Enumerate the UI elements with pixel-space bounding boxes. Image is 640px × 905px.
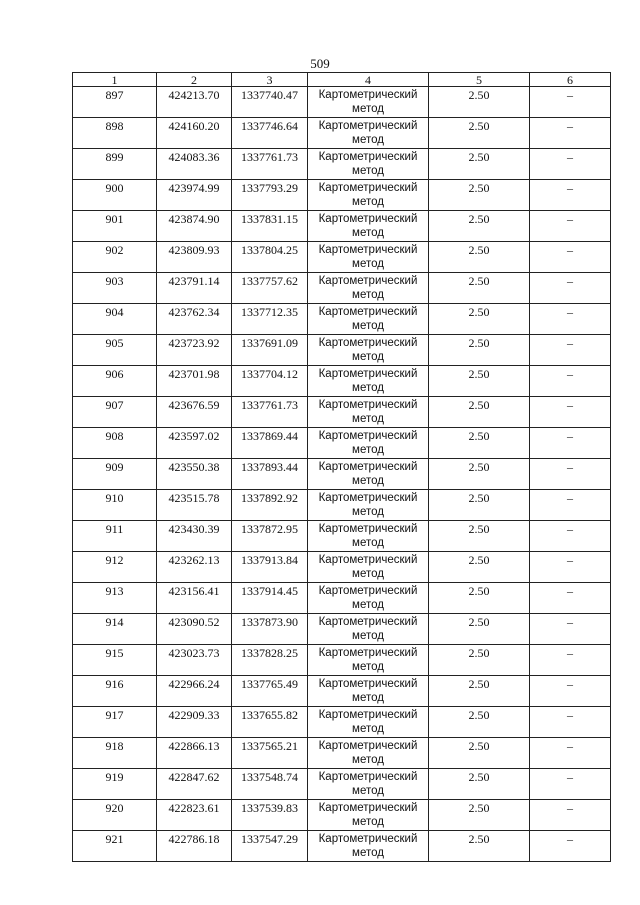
note-cell: – [530, 304, 611, 335]
x-coordinate-cell: 423515.78 [157, 490, 232, 521]
column-header-6: 6 [530, 73, 611, 87]
accuracy-cell: 2.50 [429, 459, 530, 490]
method-cell: Картометрический метод [308, 242, 429, 273]
y-coordinate-cell: 1337873.90 [232, 614, 308, 645]
y-coordinate-cell: 1337913.84 [232, 552, 308, 583]
method-cell: Картометрический метод [308, 273, 429, 304]
point-number-cell: 916 [73, 676, 157, 707]
point-number-cell: 919 [73, 769, 157, 800]
y-coordinate-cell: 1337712.35 [232, 304, 308, 335]
x-coordinate-cell: 422823.61 [157, 800, 232, 831]
point-number-cell: 913 [73, 583, 157, 614]
page-number: 509 [310, 56, 330, 71]
method-cell: Картометрический метод [308, 335, 429, 366]
table-row [73, 242, 611, 273]
method-cell: Картометрический метод [308, 149, 429, 180]
accuracy-cell: 2.50 [429, 831, 530, 862]
point-number-cell: 897 [73, 87, 157, 118]
note-cell: – [530, 459, 611, 490]
note-cell: – [530, 366, 611, 397]
method-cell: Картометрический метод [308, 397, 429, 428]
accuracy-cell: 2.50 [429, 490, 530, 521]
note-cell: – [530, 645, 611, 676]
y-coordinate-cell: 1337548.74 [232, 769, 308, 800]
table-row [73, 149, 611, 180]
x-coordinate-cell: 423762.34 [157, 304, 232, 335]
table-row [73, 304, 611, 335]
x-coordinate-cell: 423809.93 [157, 242, 232, 273]
y-coordinate-cell: 1337746.64 [232, 118, 308, 149]
y-coordinate-cell: 1337793.29 [232, 180, 308, 211]
table-row [73, 273, 611, 304]
point-number-cell: 918 [73, 738, 157, 769]
note-cell: – [530, 676, 611, 707]
method-cell: Картометрический метод [308, 831, 429, 862]
x-coordinate-cell: 423156.41 [157, 583, 232, 614]
table-row [73, 428, 611, 459]
accuracy-cell: 2.50 [429, 211, 530, 242]
y-coordinate-cell: 1337872.95 [232, 521, 308, 552]
note-cell: – [530, 242, 611, 273]
table-row [73, 614, 611, 645]
table-row [73, 490, 611, 521]
point-number-cell: 912 [73, 552, 157, 583]
x-coordinate-cell: 423676.59 [157, 397, 232, 428]
note-cell: – [530, 769, 611, 800]
accuracy-cell: 2.50 [429, 366, 530, 397]
note-cell: – [530, 149, 611, 180]
note-cell: – [530, 397, 611, 428]
x-coordinate-cell: 423701.98 [157, 366, 232, 397]
table-row [73, 118, 611, 149]
y-coordinate-cell: 1337740.47 [232, 87, 308, 118]
table-row [73, 676, 611, 707]
y-coordinate-cell: 1337869.44 [232, 428, 308, 459]
x-coordinate-cell: 423597.02 [157, 428, 232, 459]
note-cell: – [530, 87, 611, 118]
accuracy-cell: 2.50 [429, 676, 530, 707]
note-cell: – [530, 335, 611, 366]
accuracy-cell: 2.50 [429, 87, 530, 118]
method-cell: Картометрический метод [308, 304, 429, 335]
accuracy-cell: 2.50 [429, 614, 530, 645]
y-coordinate-cell: 1337539.83 [232, 800, 308, 831]
accuracy-cell: 2.50 [429, 242, 530, 273]
table-row [73, 335, 611, 366]
accuracy-cell: 2.50 [429, 118, 530, 149]
point-number-cell: 905 [73, 335, 157, 366]
method-cell: Картометрический метод [308, 676, 429, 707]
table-row [73, 645, 611, 676]
x-coordinate-cell: 423550.38 [157, 459, 232, 490]
point-number-cell: 909 [73, 459, 157, 490]
y-coordinate-cell: 1337765.49 [232, 676, 308, 707]
note-cell: – [530, 707, 611, 738]
note-cell: – [530, 490, 611, 521]
note-cell: – [530, 583, 611, 614]
method-cell: Картометрический метод [308, 180, 429, 211]
method-cell: Картометрический метод [308, 614, 429, 645]
x-coordinate-cell: 422786.18 [157, 831, 232, 862]
note-cell: – [530, 552, 611, 583]
note-cell: – [530, 614, 611, 645]
accuracy-cell: 2.50 [429, 552, 530, 583]
method-cell: Картометрический метод [308, 738, 429, 769]
method-cell: Картометрический метод [308, 769, 429, 800]
method-cell: Картометрический метод [308, 521, 429, 552]
y-coordinate-cell: 1337914.45 [232, 583, 308, 614]
point-number-cell: 920 [73, 800, 157, 831]
note-cell: – [530, 273, 611, 304]
table-row [73, 800, 611, 831]
note-cell: – [530, 521, 611, 552]
accuracy-cell: 2.50 [429, 273, 530, 304]
x-coordinate-cell: 423262.13 [157, 552, 232, 583]
point-number-cell: 903 [73, 273, 157, 304]
method-cell: Картометрический метод [308, 459, 429, 490]
point-number-cell: 904 [73, 304, 157, 335]
method-cell: Картометрический метод [308, 118, 429, 149]
accuracy-cell: 2.50 [429, 707, 530, 738]
y-coordinate-cell: 1337565.21 [232, 738, 308, 769]
accuracy-cell: 2.50 [429, 738, 530, 769]
y-coordinate-cell: 1337828.25 [232, 645, 308, 676]
x-coordinate-cell: 422866.13 [157, 738, 232, 769]
point-number-cell: 902 [73, 242, 157, 273]
method-cell: Картометрический метод [308, 707, 429, 738]
column-header-5: 5 [429, 73, 530, 87]
y-coordinate-cell: 1337831.15 [232, 211, 308, 242]
point-number-cell: 901 [73, 211, 157, 242]
coordinates-table [72, 72, 611, 862]
table-row [73, 707, 611, 738]
y-coordinate-cell: 1337547.29 [232, 831, 308, 862]
method-cell: Картометрический метод [308, 552, 429, 583]
accuracy-cell: 2.50 [429, 583, 530, 614]
table-row [73, 521, 611, 552]
x-coordinate-cell: 424213.70 [157, 87, 232, 118]
method-cell: Картометрический метод [308, 800, 429, 831]
note-cell: – [530, 118, 611, 149]
y-coordinate-cell: 1337704.12 [232, 366, 308, 397]
note-cell: – [530, 831, 611, 862]
x-coordinate-cell: 424160.20 [157, 118, 232, 149]
method-cell: Картометрический метод [308, 366, 429, 397]
x-coordinate-cell: 423023.73 [157, 645, 232, 676]
table-row [73, 831, 611, 862]
table-row [73, 459, 611, 490]
x-coordinate-cell: 423090.52 [157, 614, 232, 645]
point-number-cell: 914 [73, 614, 157, 645]
x-coordinate-cell: 422909.33 [157, 707, 232, 738]
table-row [73, 552, 611, 583]
x-coordinate-cell: 423791.14 [157, 273, 232, 304]
x-coordinate-cell: 423874.90 [157, 211, 232, 242]
accuracy-cell: 2.50 [429, 521, 530, 552]
y-coordinate-cell: 1337761.73 [232, 397, 308, 428]
header-row [73, 73, 611, 87]
table-row [73, 366, 611, 397]
x-coordinate-cell: 422966.24 [157, 676, 232, 707]
point-number-cell: 908 [73, 428, 157, 459]
point-number-cell: 900 [73, 180, 157, 211]
method-cell: Картометрический метод [308, 645, 429, 676]
x-coordinate-cell: 423430.39 [157, 521, 232, 552]
column-header-2: 2 [157, 73, 232, 87]
method-cell: Картометрический метод [308, 211, 429, 242]
point-number-cell: 898 [73, 118, 157, 149]
accuracy-cell: 2.50 [429, 428, 530, 459]
point-number-cell: 907 [73, 397, 157, 428]
y-coordinate-cell: 1337691.09 [232, 335, 308, 366]
y-coordinate-cell: 1337892.92 [232, 490, 308, 521]
column-header-1: 1 [73, 73, 157, 87]
accuracy-cell: 2.50 [429, 304, 530, 335]
accuracy-cell: 2.50 [429, 645, 530, 676]
method-cell: Картометрический метод [308, 87, 429, 118]
column-header-4: 4 [308, 73, 429, 87]
y-coordinate-cell: 1337761.73 [232, 149, 308, 180]
note-cell: – [530, 428, 611, 459]
note-cell: – [530, 800, 611, 831]
point-number-cell: 915 [73, 645, 157, 676]
y-coordinate-cell: 1337804.25 [232, 242, 308, 273]
table-row [73, 180, 611, 211]
point-number-cell: 910 [73, 490, 157, 521]
table-row [73, 87, 611, 118]
accuracy-cell: 2.50 [429, 769, 530, 800]
table-row [73, 211, 611, 242]
y-coordinate-cell: 1337893.44 [232, 459, 308, 490]
table-row [73, 397, 611, 428]
table-row [73, 769, 611, 800]
y-coordinate-cell: 1337655.82 [232, 707, 308, 738]
accuracy-cell: 2.50 [429, 335, 530, 366]
table-row [73, 583, 611, 614]
point-number-cell: 917 [73, 707, 157, 738]
y-coordinate-cell: 1337757.62 [232, 273, 308, 304]
point-number-cell: 899 [73, 149, 157, 180]
x-coordinate-cell: 424083.36 [157, 149, 232, 180]
table-row [73, 738, 611, 769]
x-coordinate-cell: 422847.62 [157, 769, 232, 800]
x-coordinate-cell: 423974.99 [157, 180, 232, 211]
note-cell: – [530, 211, 611, 242]
column-header-3: 3 [232, 73, 308, 87]
note-cell: – [530, 738, 611, 769]
accuracy-cell: 2.50 [429, 149, 530, 180]
accuracy-cell: 2.50 [429, 397, 530, 428]
note-cell: – [530, 180, 611, 211]
x-coordinate-cell: 423723.92 [157, 335, 232, 366]
point-number-cell: 921 [73, 831, 157, 862]
method-cell: Картометрический метод [308, 428, 429, 459]
table-body [73, 87, 611, 862]
accuracy-cell: 2.50 [429, 180, 530, 211]
accuracy-cell: 2.50 [429, 800, 530, 831]
point-number-cell: 911 [73, 521, 157, 552]
method-cell: Картометрический метод [308, 583, 429, 614]
point-number-cell: 906 [73, 366, 157, 397]
method-cell: Картометрический метод [308, 490, 429, 521]
